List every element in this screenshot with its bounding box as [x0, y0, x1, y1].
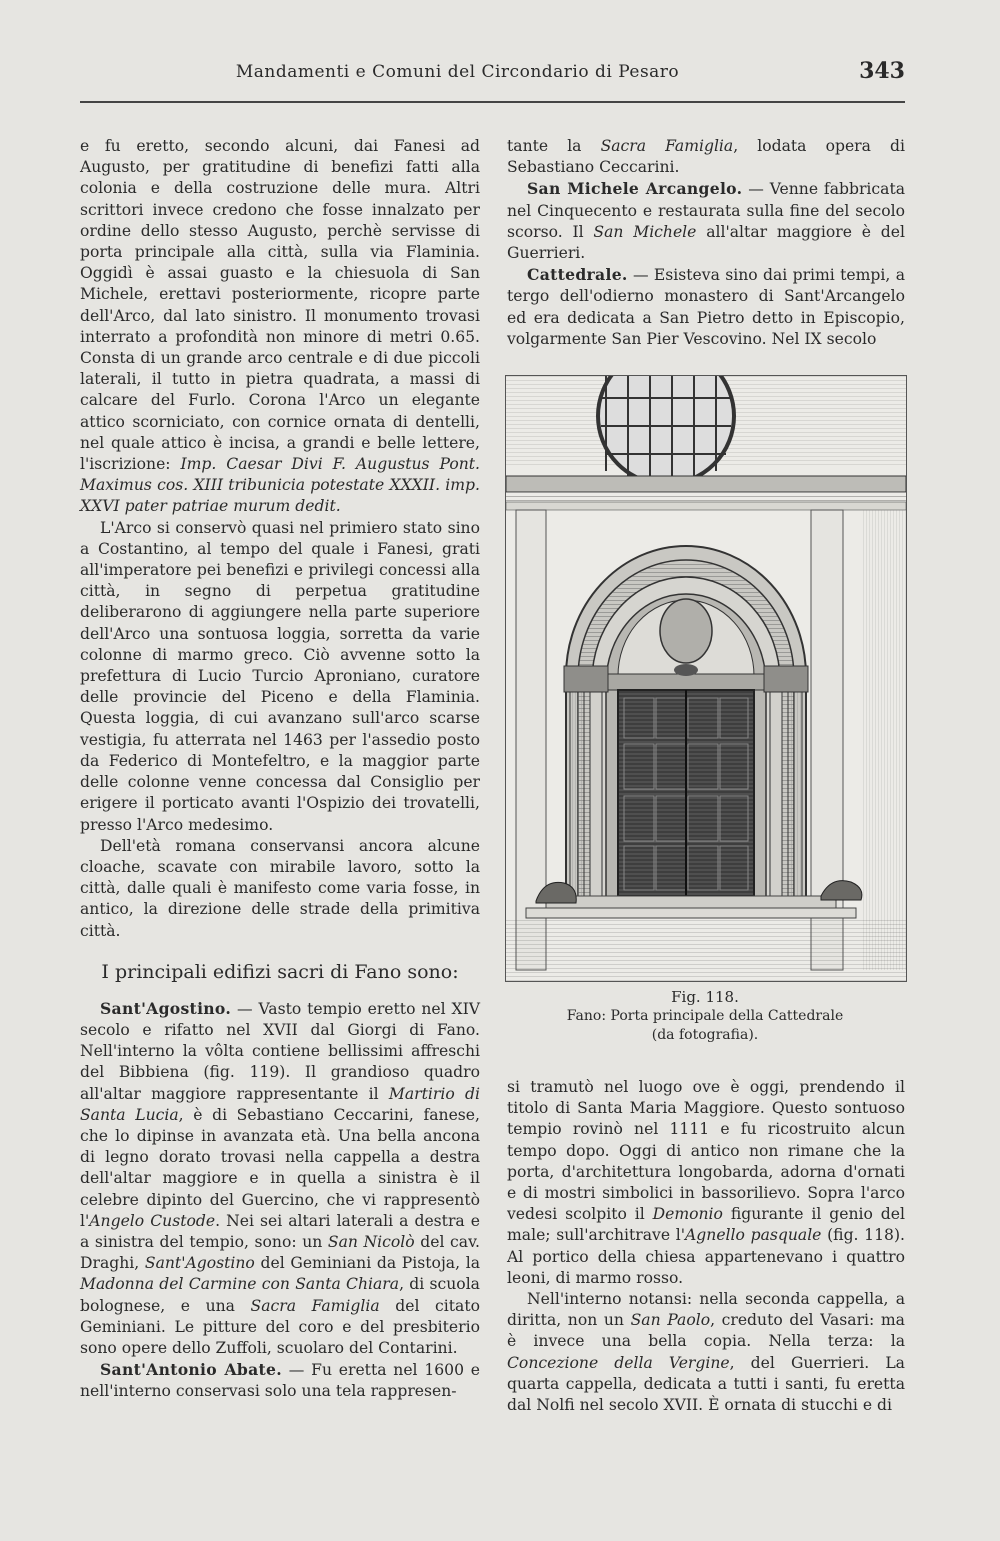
- caption-line-2: (da fotografia).: [651, 1027, 759, 1043]
- paragraph-interior: Nell'interno notansi: nella seconda cappella, a diritta, non un San Paolo, creduto del Vasari: ma è invece una bella copia. Nella terza: la Concezione della Vergine, del Guerrieri. La quarta cappella, dedicata a tutti i santi, fu eretta dal Nolfi nel secolo XVII. È ornata di stucchi e di: [507, 1290, 905, 1415]
- page-number: 343: [859, 58, 905, 84]
- paragraph-arco-history: L'Arco si conservò quasi nel primiero stato sino a Costantino, al tempo del quale i Fanesi, grati all'imperatore pei benefizi e privilegi concessi alla città, in segno di perpetua gratitudine deliberarono di aggiungere nella parte superiore dell'Arco una sontuosa loggia, sorretta da varie colonne di marmo greco. Ciò avvenne sotto la prefettura di Lucio Turcio Aproniano, curatore delle provincie del Piceno e della Flaminia. Questa loggia, di cui avanzano sull'arco scarse vestigia, fu atterrata nel 1463 per l'assedio posto da Federico di Montefeltro, e la maggior parte delle colonne venne concessa dal Consiglio per erigere il porticato avanti l'Ospizio dei trovatelli, presso l'Arco medesimo.: [80, 518, 480, 834]
- figure-caption: [505, 988, 905, 1045]
- entry-sant-antonio: Sant'Antonio Abate. — Fu eretta nel 1600 e nell'interno conservasi solo una tela rappresen-: [80, 1360, 480, 1401]
- right-column-bottom: [507, 1077, 905, 1416]
- lamb-relief: [674, 664, 698, 676]
- figure-cathedral-portal: [505, 375, 907, 982]
- running-title: Mandamenti e Comuni del Circondario di Pesaro: [235, 62, 680, 82]
- caption-line-1: Fano: Porta principale della Cattedrale: [566, 1008, 844, 1024]
- entry-sant-agostino: Sant'Agostino. — Vasto tempio eretto nel XIV secolo e rifatto nel XVII dal Giorgi di Fano. Nell'interno la vôlta contiene bellissimi affreschi del Bibbiena (fig. 119). Il grandioso quadro all'altar maggiore rappresentante il Martirio di Santa Lucia, è di Sebastiano Ceccarini, fanese, che lo dipinse in avanzata età. Una bella ancona di legno dorato trovasi nella cappella a destra dell'altar maggiore e in quella a sinistra è il celebre dipinto del Guercino, che vi rappresentò l'Angelo Custode. Nei sei altari laterali a destra e a sinistra del tempio, sono: un San Nicolò del cav. Draghi, Sant'Agostino del Geminiani da Pistoja, la Madonna del Carmine con Santa Chiara, di scuola bolognese, e una Sacra Famiglia del citato Geminiani. Le pitture del coro e del presbiterio sono opere dello Zuffoli, scuolaro del Contarini.: [80, 998, 480, 1357]
- figure-number: Fig. 118.: [671, 988, 739, 1006]
- paragraph-continuation: tante la Sacra Famiglia, lodata opera di Sebastiano Ceccarini.: [507, 137, 905, 177]
- inscription: Imp. Caesar Divi F. Augustus Pont. Maximus cos. XIII tribunicia potestate XXXII. imp. XXVI pater patriae murum dedit.: [80, 455, 480, 516]
- header-rule: [80, 101, 905, 103]
- section-heading: I principali edifizi sacri di Fano sono:: [101, 960, 459, 983]
- paragraph-cattedrale-cont: si tramutò nel luogo ove è oggi, prendendo il titolo di Santa Maria Maggiore. Questo sontuoso tempio rovinò nel 1111 e fu ricostruito alcun tempo dopo. Oggi di antico non rimane che la porta, d'architettura longobarda, adorna d'ornati e di mostri simbolici in bassorilievo. Sopra l'arco vedesi scolpito il Demonio figurante il genio del male; sull'architrave l'Agnello pasquale (fig. 118). Al portico della chiesa appartenevano i quattro leoni, di marmo rosso.: [507, 1078, 905, 1287]
- entry-heading: Cattedrale.: [527, 265, 628, 285]
- entry-heading: Sant'Agostino.: [100, 998, 232, 1018]
- paragraph-cloache: Dell'età romana conservansi ancora alcune cloache, scavate con mirabile lavoro, sotto la città, dalle quali è manifesto come varia fosse, in antico, la direzione delle strade della primitiva città.: [80, 836, 480, 940]
- entry-cattedrale: Cattedrale. — Esisteva sino dai primi tempi, a tergo dell'odierno monastero di Sant'Arcangelo ed era dedicata a San Pietro detto in Episcopio, volgarmente San Pier Vescovino. Nel IX secolo: [507, 265, 905, 348]
- entry-san-michele: San Michele Arcangelo. — Venne fabbricata nel Cinquecento e restaurata sulla fine del secolo scorso. Il San Michele all'altar maggiore è del Guerrieri.: [507, 179, 906, 263]
- right-column-top: [507, 136, 905, 350]
- engraving-illustration: [506, 376, 906, 981]
- left-column: [80, 136, 480, 1403]
- entry-heading: San Michele Arcangelo.: [527, 179, 743, 199]
- entry-heading: Sant'Antonio Abate.: [100, 1360, 282, 1380]
- paragraph-arco-description: e fu eretto, secondo alcuni, dai Fanesi ad Augusto, per gratitudine di benefizi fatti alla colonia e della costruzione delle mura. Altri scrittori invece credono che fosse innalzato per ordine dello stesso Augusto, perchè servisse di porta principale alla città, sulla via Flaminia. Oggidì è assai guasto e la chiesuola di San Michele, erettavi posteriormente, ricopre parte dell'Arco, dal lato sinistro. Il monumento trovasi interrato a profondità non minore di metri 0.65. Consta di un grande arco centrale e di due piccoli laterali, il tutto in pietra quadrata, a massi di calcare del Furlo. Corona l'Arco un elegante attico scorniciato, con cornice ornata di dentelli, nel quale attico è incisa, a grandi e belle lettere, l'iscrizione: Imp. Caesar Divi F. Augustus Pont. Maximus cos. XIII tribunicia potestate XXXII. imp. XXVI pater patriae murum dedit.: [80, 137, 480, 516]
- demon-relief: [660, 599, 712, 663]
- page-header: [80, 58, 905, 92]
